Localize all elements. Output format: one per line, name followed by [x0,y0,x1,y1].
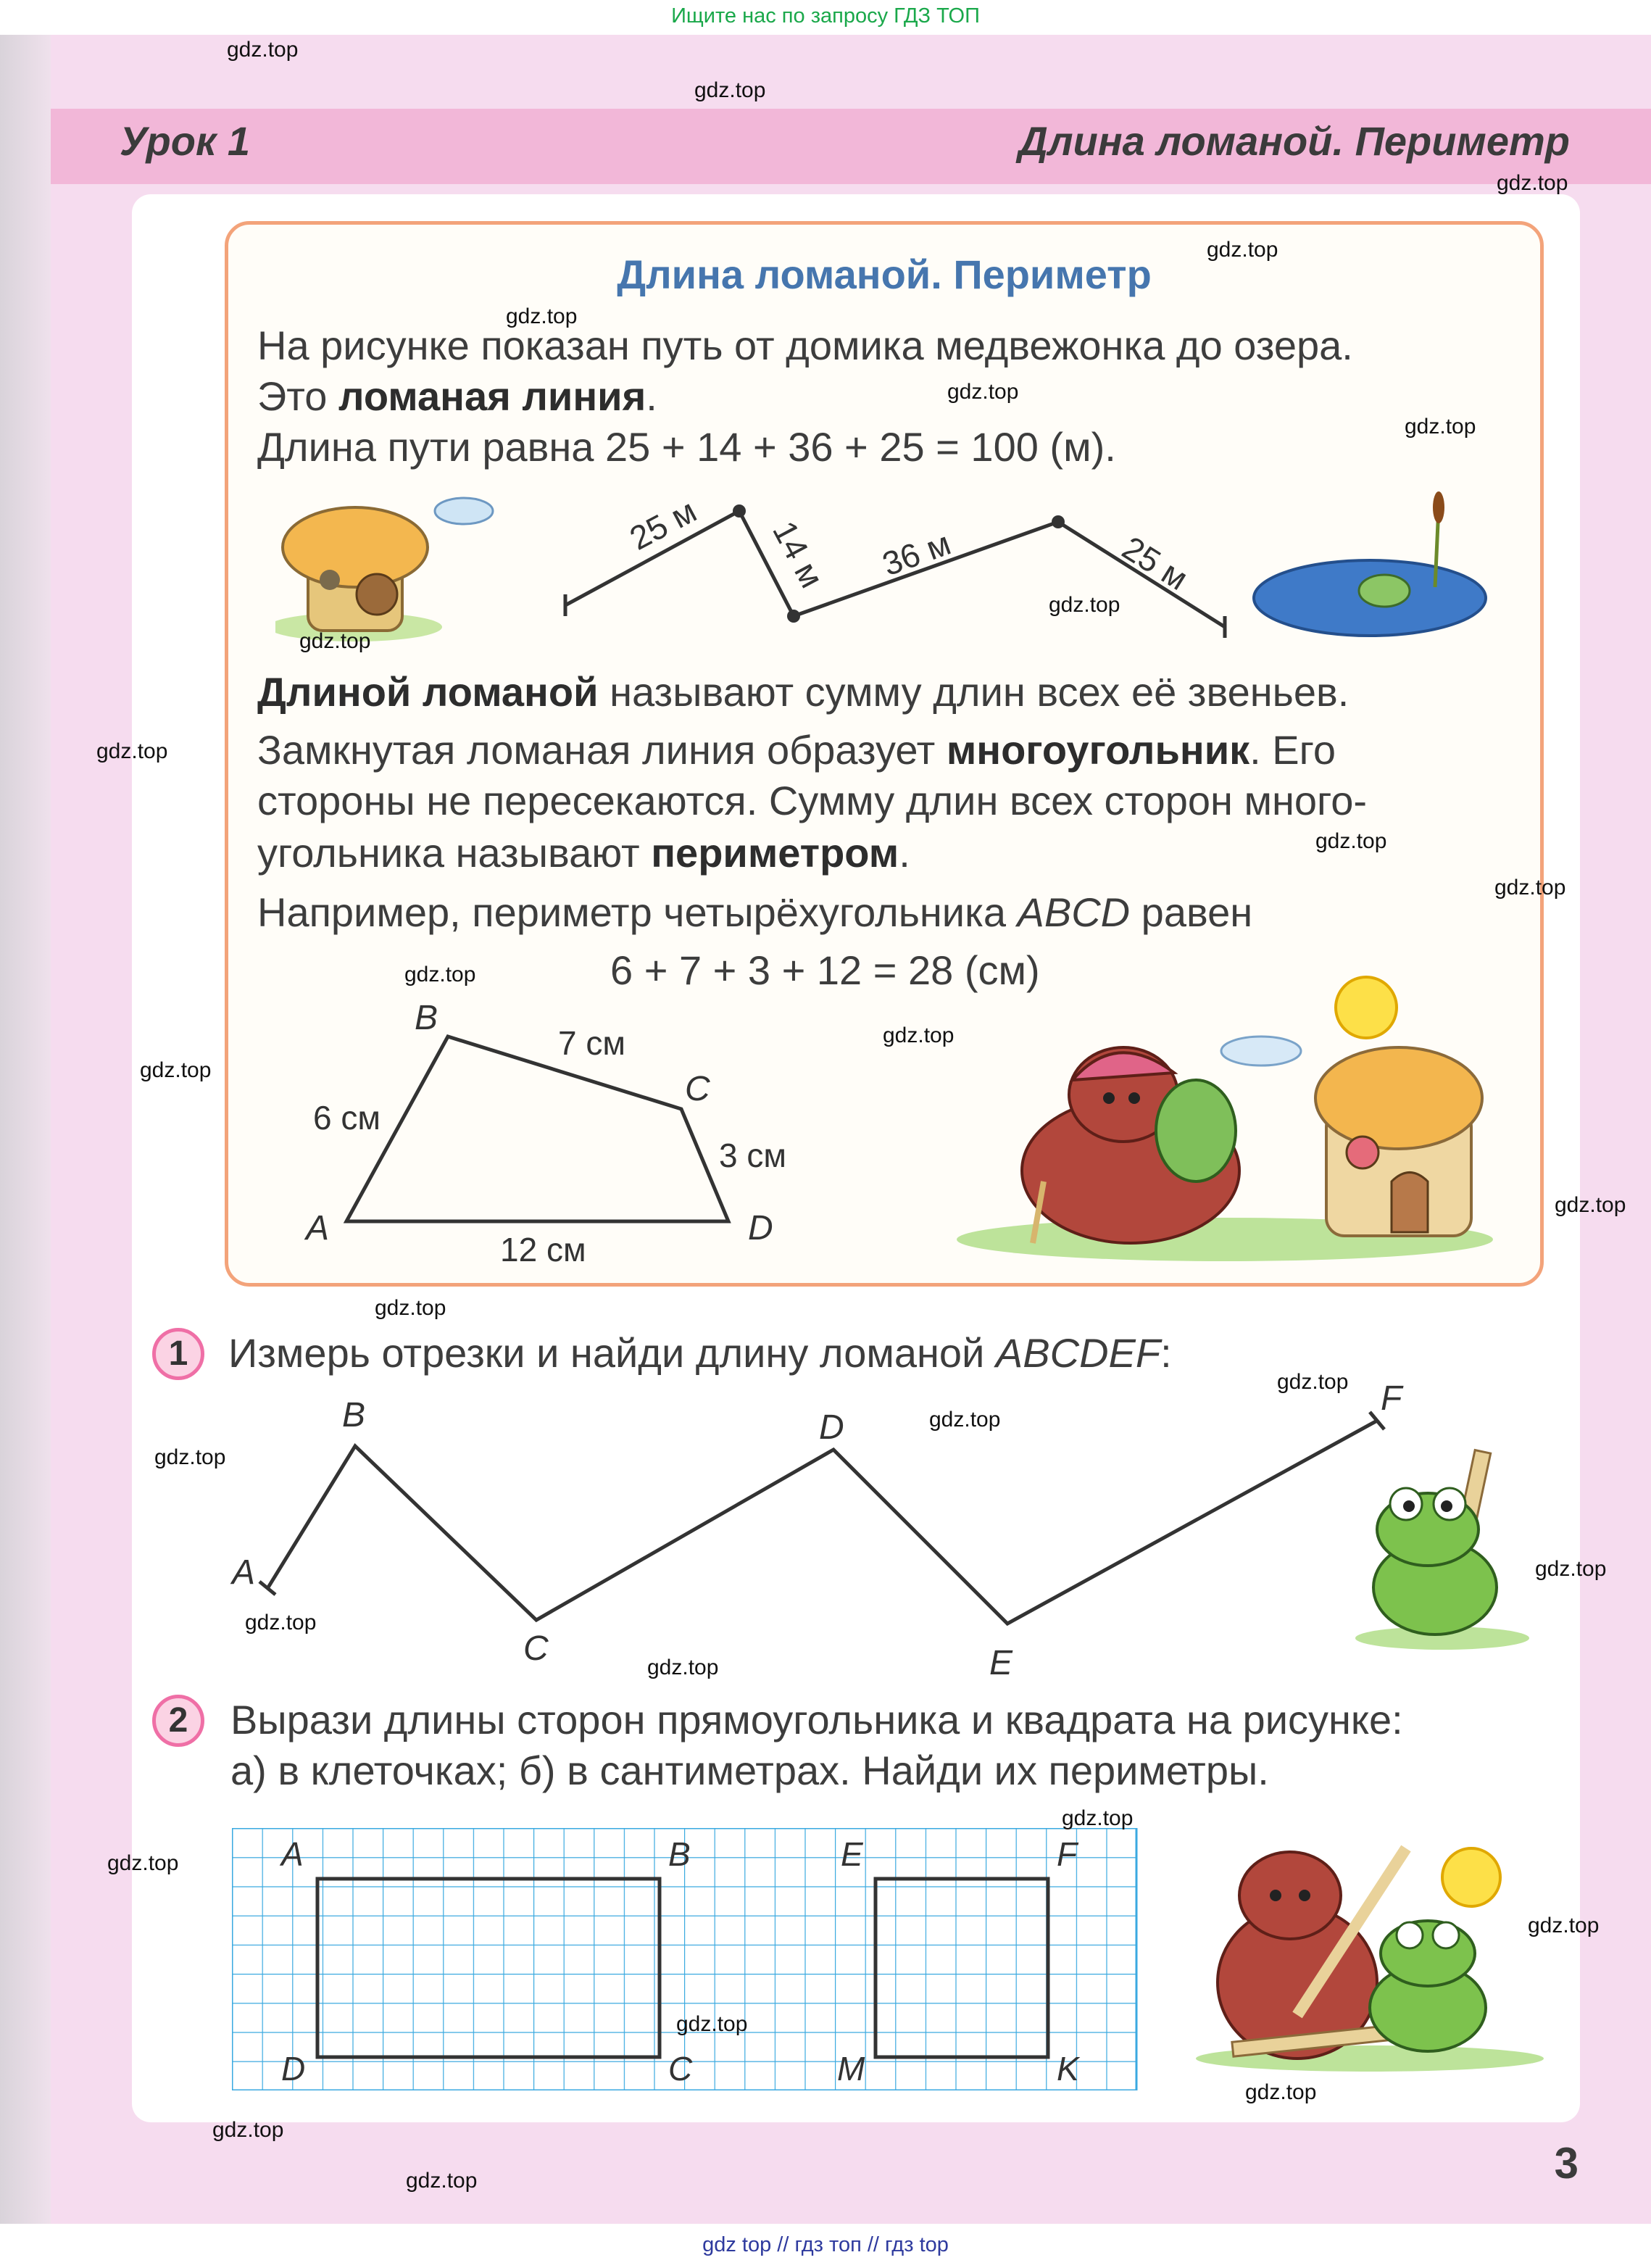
page-fold-shadow [0,35,51,2224]
exercise-1-text [228,1329,1172,1376]
theory-line-8 [257,889,1252,936]
polyline-abcdef [217,1377,1450,1696]
text-span: : [1160,1330,1172,1376]
theory-line-7 [257,829,910,876]
watermark: gdz.top [299,629,371,653]
italic-abcd: ABCD [1017,889,1131,935]
watermark: gdz.top [406,2169,478,2193]
bear-house-picture [275,498,493,641]
watermark: gdz.top [1535,1557,1607,1581]
exercise-2-line-1: Вырази длины сторон прямоугольника и квадрата на рисунке: [230,1697,1403,1742]
square-label-k: K [1057,2050,1079,2088]
watermark: gdz.top [1277,1370,1349,1394]
watermark: gdz.top [1207,238,1278,262]
point-e: E [989,1644,1013,1682]
lake-picture [1254,491,1486,636]
quad-vertex-b: B [415,999,438,1037]
point-a: A [232,1553,256,1592]
watermark: gdz.top [1528,1914,1600,1937]
quad-side-bc: 7 см [558,1024,625,1062]
point-d: D [819,1408,844,1447]
bottom-strip [0,2224,1651,2268]
watermark: gdz.top [1405,415,1476,439]
path-label-1: 25 м [623,491,703,557]
theory-line-2 [257,373,657,420]
rect-label-a: A [281,1835,304,1873]
text-span: Например, периметр четырёхугольника [257,889,1018,935]
text-span: . [646,373,657,419]
square-label-f: F [1057,1835,1078,1873]
watermark: gdz.top [1555,1193,1626,1217]
quad-vertex-d: D [748,1209,773,1247]
watermark: gdz.top [506,304,578,328]
top-banner-text: Ищите нас по запросу ГДЗ ТОП [671,4,980,28]
watermark: gdz.top [1315,829,1387,853]
quad-side-cd: 3 см [719,1137,786,1174]
grid-figures [232,1828,1138,2090]
rect-label-c: C [668,2050,693,2088]
text-span: Это [257,373,338,419]
watermark: gdz.top [245,1611,317,1634]
watermark: gdz.top [694,78,766,102]
path-label-2: 14 м [765,515,831,594]
rect-label-d: D [281,2050,306,2088]
theory-line-6: стороны не пересекаются. Сумму длин всех сторон много- [257,778,1368,823]
path-label-3: 36 м [877,523,956,583]
watermark: gdz.top [404,963,476,986]
watermark: gdz.top [154,1445,226,1469]
definition-line [257,668,1349,715]
frog-ruler-picture [1348,1442,1536,1653]
watermark: gdz.top [947,380,1019,404]
watermark: gdz.top [227,38,299,62]
theory-line-5 [257,726,1336,773]
watermark: gdz.top [647,1656,719,1679]
bold-term-polygon: многоугольник [946,727,1250,773]
watermark: gdz.top [1497,171,1568,195]
text-span: равен [1130,889,1253,935]
text-span: называют сумму длин всех её звеньев. [598,669,1350,715]
watermark: gdz.top [883,1023,955,1047]
watermark: gdz.top [96,739,168,763]
bear-walking-picture [935,964,1515,1268]
quad-vertex-a: A [306,1209,330,1247]
quad-side-ab: 6 см [313,1099,380,1137]
point-f: F [1381,1379,1402,1418]
square-label-e: E [841,1835,863,1873]
bold-term-polyline: ломаная линия [338,373,646,419]
point-b: B [342,1396,366,1434]
quad-vertex-c: C [685,1070,710,1108]
exercise-2-number: 2 [152,1695,204,1747]
watermark: gdz.top [1062,1806,1134,1830]
watermark: gdz.top [929,1408,1001,1432]
path-label-4: 25 м [1115,528,1195,598]
quad-side-ad: 12 см [500,1231,586,1268]
path-illustration [275,478,1536,667]
watermark: gdz.top [107,1851,179,1875]
theory-line-1: На рисунке показан путь от домика медвежонка до озера. [257,323,1353,368]
point-c: C [523,1629,549,1668]
polyline-path [268,1421,1377,1624]
text-span: . Его [1249,727,1336,773]
watermark: gdz.top [140,1058,212,1082]
watermark: gdz.top [375,1296,446,1320]
bold-term-perimeter: периметром [651,830,899,876]
quadrilateral-abcd [290,993,812,1276]
exercise-2-line-2: а) в клеточках; б) в сантиметрах. Найди их периметры. [230,1748,1269,1793]
theory-title: Длина ломаной. Периметр [617,252,1152,297]
text-span: угольника называют [257,830,652,876]
text-span: Измерь отрезки и найди длину ломаной [228,1330,996,1376]
bold-term-length: Длиной ломаной [257,669,599,715]
watermark: gdz.top [1245,2080,1317,2104]
text-span: Замкнутая ломаная линия образует [257,727,947,773]
lesson-title: Урок 1 [120,118,251,164]
top-banner [0,0,1651,35]
exercise-1-number: 1 [152,1328,204,1380]
lesson-topic: Длина ломаной. Периметр [1018,118,1570,164]
theory-line-3: Длина пути равна 25 + 14 + 36 + 25 = 100 (м). [257,424,1116,470]
watermark: gdz.top [1494,876,1566,900]
watermark: gdz.top [212,2118,284,2142]
perimeter-formula: 6 + 7 + 3 + 12 = 28 (см) [610,947,1040,993]
watermark: gdz.top [1049,593,1120,617]
quad-outline [346,1037,728,1221]
page-number: 3 [1554,2139,1579,2188]
bear-frog-measuring-picture [1189,1827,1551,2073]
square-label-m: M [837,2050,865,2088]
italic-abcdef: ABCDEF [995,1330,1161,1376]
watermark: gdz.top [676,2012,748,2036]
text-span: . [899,830,910,876]
rect-label-b: B [668,1835,691,1873]
bottom-strip-text: gdz top // гдз топ // гдз top [702,2233,949,2256]
